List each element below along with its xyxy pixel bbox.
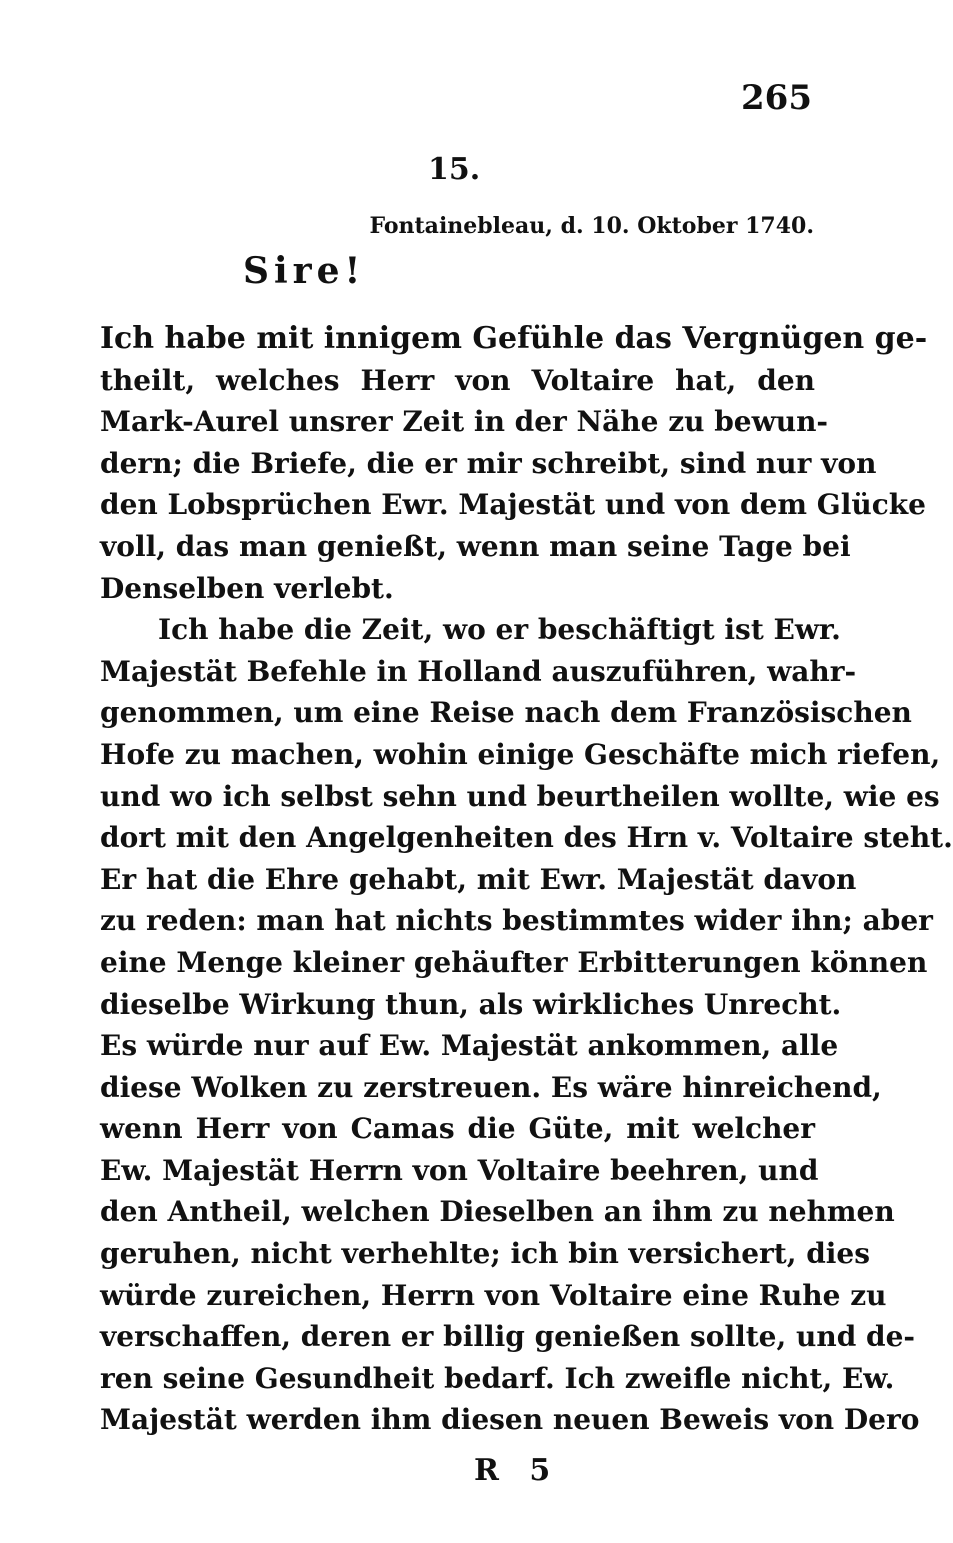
text-line: wenn Herr von Camas die Güte, mit welcher <box>100 1112 815 1146</box>
text-line: Es würde nur auf Ew. Majestät ankommen, alle <box>100 1029 839 1063</box>
text-line: zu reden: man hat nichts bestimmtes wider ihn; aber <box>100 904 933 938</box>
salutation: Sire! <box>243 250 366 292</box>
text-line: Mark-Aurel unsrer Zeit in der Nähe zu bewun- <box>100 405 829 439</box>
text-line: dort mit den Angelgenheiten des Hrn v. Voltaire steht. <box>100 821 953 855</box>
text-line: dern; die Briefe, die er mir schreibt, sind nur von <box>100 446 877 480</box>
text-line: eine Menge kleiner gehäufter Erbitterungen können <box>100 945 928 979</box>
text-line: Hofe zu machen, wohin einige Geschäfte mich riefen, <box>100 737 941 771</box>
text-line: würde zureichen, Herrn von Voltaire eine Ruhe zu <box>100 1278 887 1312</box>
text-line: den Lobsprüchen Ewr. Majestät und von dem Glücke <box>100 488 926 522</box>
text-line: Ich habe die Zeit, wo er beschäftigt ist Ewr. <box>158 613 841 647</box>
text-line: geruhen, nicht verhehlte; ich bin versichert, dies <box>100 1237 870 1271</box>
text-line: genommen, um eine Reise nach dem Französischen <box>100 696 912 730</box>
paragraph-2 <box>100 609 953 1441</box>
letter-body <box>100 318 953 1441</box>
text-line: Majestät werden ihm diesen neuen Beweis von Dero <box>100 1403 920 1437</box>
text-line: Ew. Majestät Herrn von Voltaire beehren, und <box>100 1153 819 1187</box>
text-line: diese Wolken zu zerstreuen. Es wäre hinreichend, <box>100 1070 882 1104</box>
dateline: Fontainebleau, d. 10. Oktober 1740. <box>369 213 814 239</box>
text-line: Er hat die Ehre gehabt, mit Ewr. Majestät davon <box>100 862 857 896</box>
text-line: voll, das man genießt, wenn man seine Tage bei <box>100 529 851 563</box>
letter-number: 15. <box>428 152 481 187</box>
page-number: 265 <box>741 78 812 118</box>
text-line: verschaffen, deren er billig genießen sollte, und de- <box>100 1320 916 1354</box>
signature-mark: R 5 <box>474 1453 561 1488</box>
text-line: theilt, welches Herr von Voltaire hat, den <box>100 363 815 397</box>
paragraph-1 <box>100 318 928 609</box>
text-line: Ich habe mit innigem Gefühle das Vergnügen ge- <box>100 321 928 356</box>
text-line: dieselbe Wirkung thun, als wirkliches Unrecht. <box>100 987 842 1021</box>
text-line: und wo ich selbst sehn und beurtheilen wollte, wie es <box>100 779 940 813</box>
text-line: Denselben verlebt. <box>100 571 394 605</box>
text-line: den Antheil, welchen Dieselben an ihm zu nehmen <box>100 1195 895 1229</box>
text-line: ren seine Gesundheit bedarf. Ich zweifle nicht, Ew. <box>100 1361 895 1395</box>
text-line: Majestät Befehle in Holland auszuführen, wahr- <box>100 654 857 688</box>
